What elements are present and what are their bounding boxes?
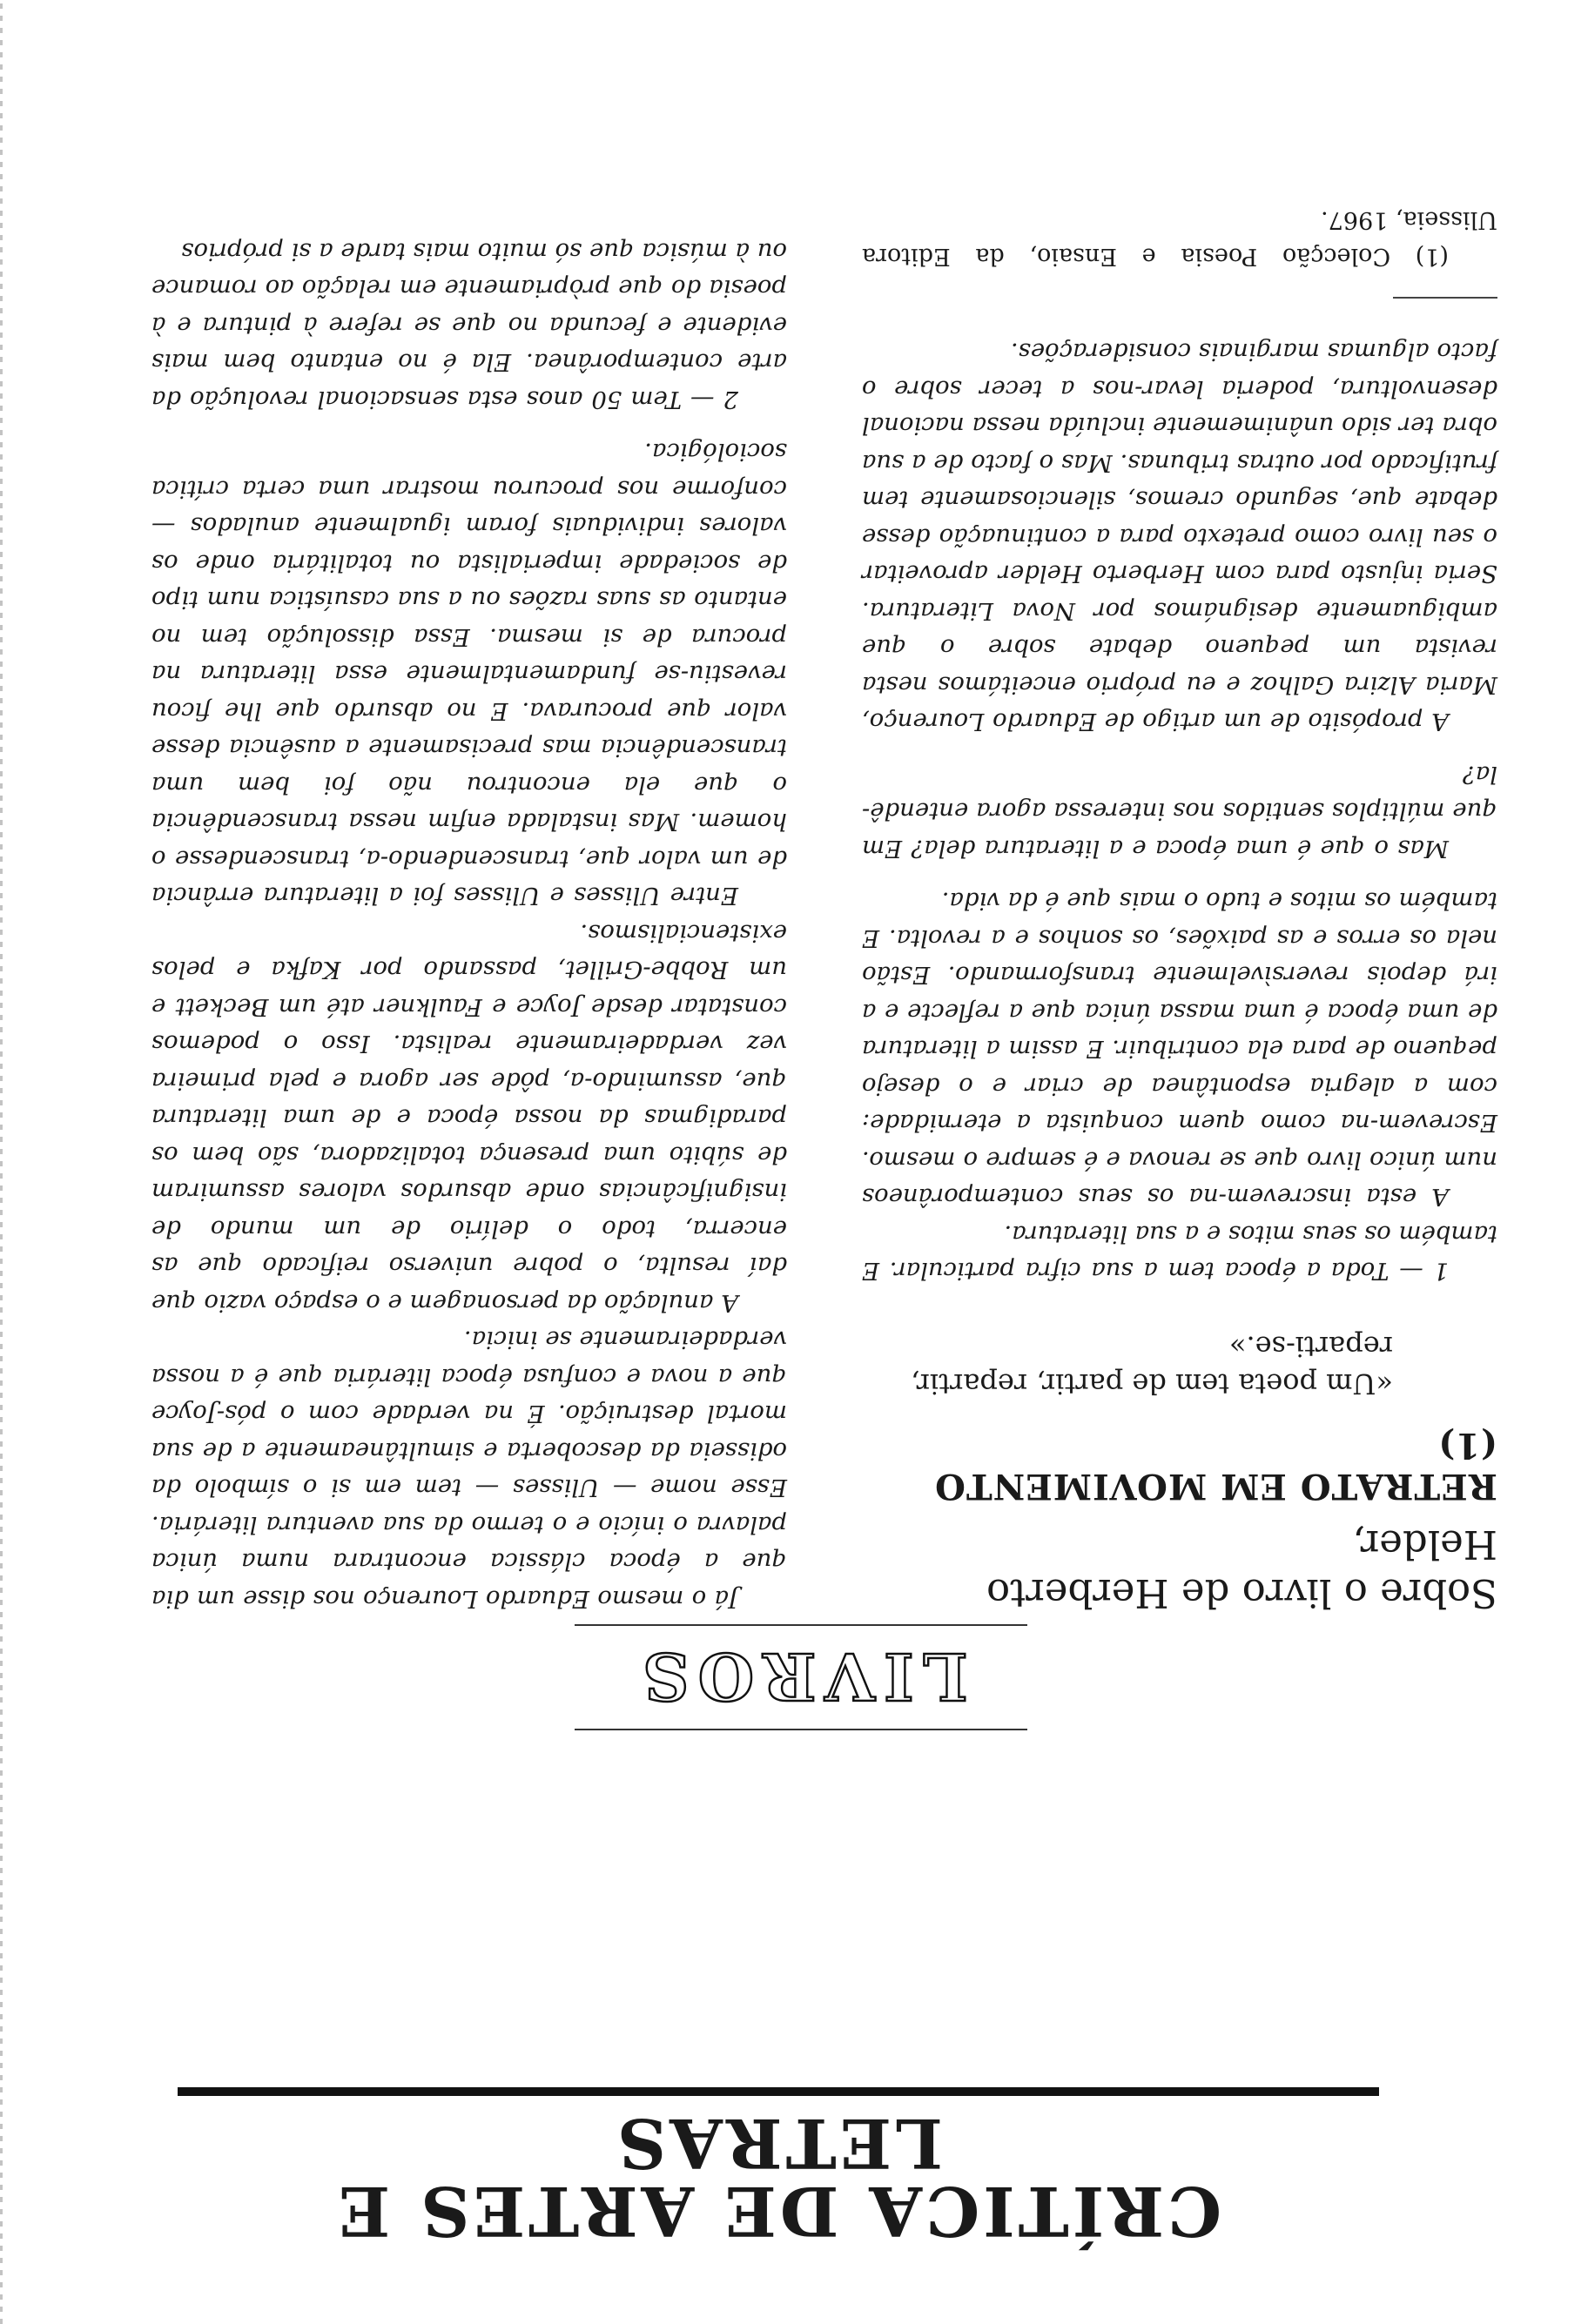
article-title: RETRATO EM MOVIMENTO (1) bbox=[934, 1425, 1497, 1508]
paragraph: A propósito de um artigo de Eduardo Lourenço, Maria Alzira Galhoz e eu próprio enceitámos nesta revista um pequeno debate sobre o que ambiguamente designámos por Nova Literatura. Seria injusto para com Herberto Helder aproveitar o seu livro como pretexto para a continuação desse debate que, segundo cremos, silenciosamente tem frutificado por outras tribunas. Mas o facto de a sua obra ter sido unânimemente incluída nessa nacional desenvoltura, poderia levar-nos a tecer sobre o facto algumas marginais considerações. bbox=[862, 338, 1497, 736]
article-column-first bbox=[862, 201, 1497, 1617]
paragraph: 1 — Toda a época tem a sua cifra particular. E também os seus mitos e a sua literatura. bbox=[862, 1219, 1497, 1286]
article-headline: Sobre o livro de Herberto Helder, bbox=[986, 1521, 1497, 1616]
scan-edge-mark bbox=[0, 0, 3, 2324]
paragraph: Já o mesmo Eduardo Lourenço nos disse um dia que a época clássica encontrara numa única palavra o início e o termo da sua aventura literária. Esse nome — Ulisses — tem em si o símbolo da odisseia da descoberta e simultâneamente a de sua mortal destruição. É na verdade com o pós-Joyce que a nova e confusa época literária que é a nossa verdadeiramente se inicia. bbox=[151, 1326, 787, 1613]
section-header bbox=[575, 1624, 1027, 1730]
footnote: (1) Colecção Poesia e Ensaio, da Editora Ulisseia, 1967. bbox=[862, 205, 1497, 270]
masthead-title: CRÍTICA DE ARTES E LETRAS bbox=[334, 2103, 1222, 2250]
footnote-rule bbox=[1393, 297, 1497, 299]
paragraph: Mas o que é uma época e a literatura dela? Em que múltiplos sentidos nos interessa agora entendê-la? bbox=[862, 760, 1497, 863]
paragraph: 2 — Tem 50 anos esta sensacional revolução da arte contemporânea. Ela é no entanto bem mais evidente e fecunda no que se refere à pintura e à poesia do que pròpriamente em relação ao romance ou à música que só muito mais tarde a si próprios bbox=[151, 238, 787, 413]
masthead bbox=[178, 2087, 1379, 2250]
section-rule-bottom bbox=[575, 1624, 1027, 1626]
section-rule-top bbox=[575, 1729, 1027, 1730]
epigraph: «Um poeta tem de partir, repartir, reparti-se.» bbox=[911, 1330, 1393, 1401]
paragraph: Entre Ulisses e Ulisses foi a literatura errância de um valor que, transcendendo-a, transcendesse o homem. Mas instalada enfim nessa transcendência o que ela encontrou não foi bem uma transcendência mas precisamente a ausência desse valor que procurava. E no absurdo que lhe ficou revestiu-se fundamentalmente essa literatura na procura de si mesma. Essa dissolução tem no entanto as suas razões ou a sua casuística num tipo de sociedade imperialista ou totalitária onde os valores individuais foram igualmente anulados — conforme nos procurou mostrar uma certa crítica sociológica. bbox=[151, 438, 787, 910]
paragraph: A esta inscrevem-na os seus contemporâneos num único livro que se renova e é sempre o mesmo. Escrevem-na como quem conquista a eternidade: com a alegria espontânea de criar e o desejo pequeno de para ela contribuir. E assim a literatura de uma época é uma massa única que a reflecte e a irá depois reversìvelmente transformando. Estão nela os erros e as paixões, os sonhos e a revolta. E também os mitos e tudo o mais que é da vida. bbox=[862, 887, 1497, 1212]
section-title: LIVROS bbox=[634, 1638, 968, 1713]
article-column-second bbox=[151, 233, 787, 1618]
paragraph: A anulação da personagem e o espaço vazio que daí resulta, o pobre universo reificado que as encerra, todo o delírio de um mundo de insignificâncias onde absurdos valores assumiram de súbito uma presença totalizadora, são bem os paradigmas da nossa época e de uma literatura que, assumindo-a, pôde ser agora e pela primeira vez verdadeiramente realista. Isso o podemos constatar desde Joyce e Faulkner até um Beckett e um Robbe-Grillet, passando por Kafka e pelos existencialismos. bbox=[151, 919, 787, 1317]
masthead-rule bbox=[178, 2087, 1379, 2096]
